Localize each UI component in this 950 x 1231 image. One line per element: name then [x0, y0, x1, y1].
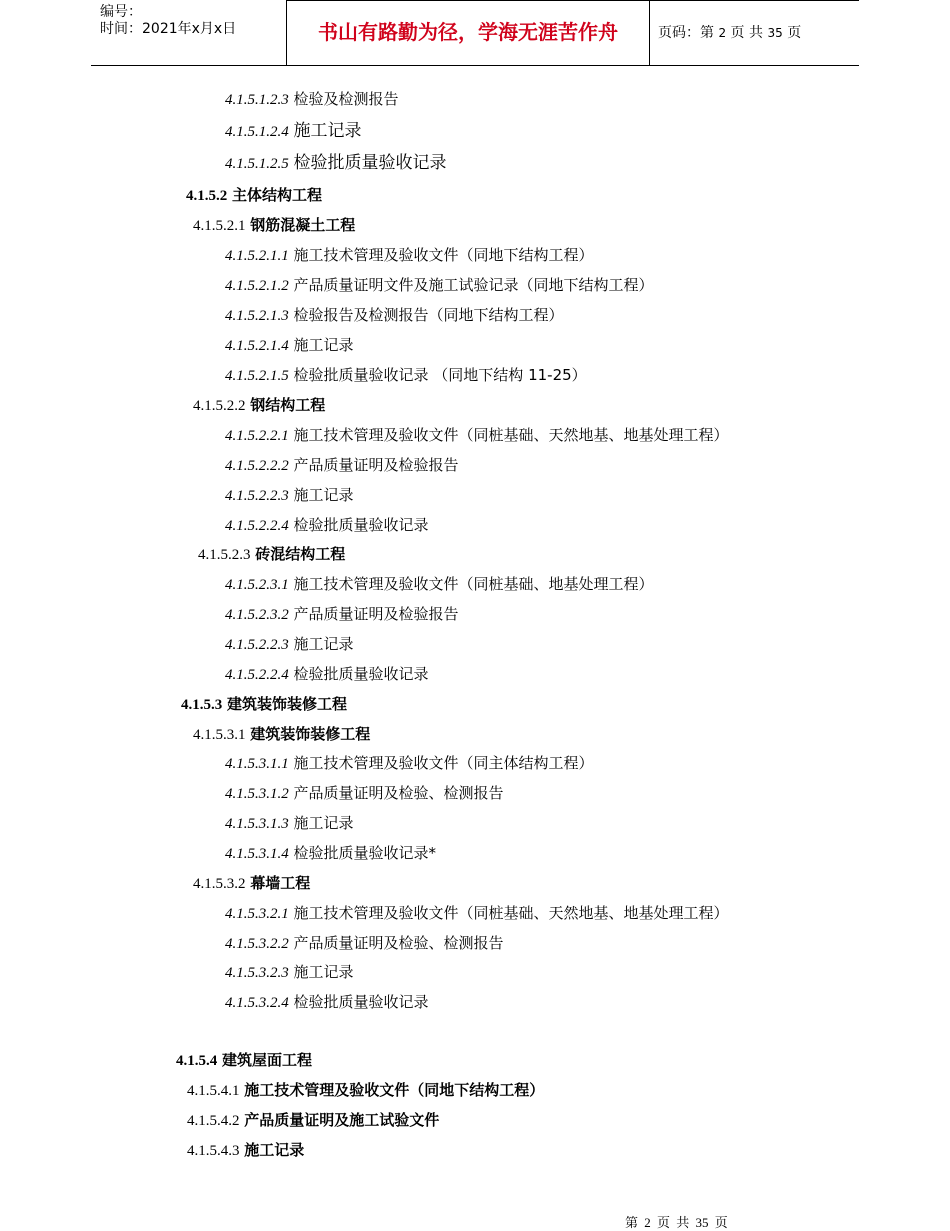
outline-item: 4.1.5.2.1.3 检验报告及检测报告（同地下结构工程）: [225, 306, 564, 324]
header-meta-cell: [91, 0, 287, 65]
outline-item: 4.1.5.2.3.2 产品质量证明及检验报告: [225, 605, 459, 623]
header-page-mid: 页 共: [730, 25, 763, 41]
outline-item: 4.1.5.2.2.1 施工技术管理及验收文件（同桩基础、天然地基、地基处理工程）: [225, 426, 729, 444]
footer-page-total: 35: [695, 1215, 709, 1230]
footer-suffix: 页: [714, 1215, 728, 1230]
outline-item: 4.1.5.3.2.4 检验批质量验收记录: [225, 993, 429, 1011]
outline-subheading: 4.1.5.4.1 施工技术管理及验收文件（同地下结构工程）: [187, 1081, 545, 1099]
outline-item: 4.1.5.3.2.3 施工记录: [225, 963, 354, 981]
header-motto: 书山有路勤为径，学海无涯苦作舟: [287, 0, 650, 65]
footer-page-number: 2: [644, 1215, 651, 1230]
header-page-number: 2: [718, 26, 727, 40]
header-page-prefix: 页码：第: [658, 25, 714, 41]
outline-item: 4.1.5.2.3.1 施工技术管理及验收文件（同桩基础、地基处理工程）: [225, 575, 654, 593]
outline-subheading: 4.1.5.4.3 施工记录: [187, 1141, 305, 1159]
doc-time-label: 时间：2021年x月x日: [100, 21, 237, 37]
outline-heading: 4.1.5.3 建筑装饰装修工程: [181, 695, 348, 713]
header-page-info: [650, 0, 858, 65]
page-header: [91, 0, 859, 66]
doc-number-label: 编号：: [100, 4, 142, 20]
outline-item: 4.1.5.2.2.4 检验批质量验收记录: [225, 516, 429, 534]
outline-item: 4.1.5.2.2.4 检验批质量验收记录: [225, 665, 429, 683]
outline-item: 4.1.5.2.1.5 检验批质量验收记录 （同地下结构 11-25）: [225, 366, 587, 384]
header-page-suffix: 页: [787, 25, 802, 41]
outline-subheading: 4.1.5.2.2 钢结构工程: [193, 396, 326, 414]
outline-item: 4.1.5.2.1.1 施工技术管理及验收文件（同地下结构工程）: [225, 246, 594, 264]
outline-item: 4.1.5.2.1.2 产品质量证明文件及施工试验记录（同地下结构工程）: [225, 276, 654, 294]
footer-mid: 页 共: [657, 1215, 690, 1230]
outline-item: 4.1.5.2.2.3 施工记录: [225, 486, 354, 504]
outline-subheading: 4.1.5.3.1 建筑装饰装修工程: [193, 725, 371, 743]
outline-subheading: 4.1.5.2.3 砖混结构工程: [198, 545, 346, 563]
outline-subheading: 4.1.5.4.2 产品质量证明及施工试验文件: [187, 1111, 440, 1129]
outline-item: 4.1.5.1.2.4 施工记录: [225, 121, 362, 141]
outline-item: 4.1.5.3.1.4 检验批质量验收记录*: [225, 844, 437, 862]
outline-heading: 4.1.5.2 主体结构工程: [186, 186, 323, 204]
outline-item: 4.1.5.2.1.4 施工记录: [225, 336, 354, 354]
outline-item: 4.1.5.3.2.1 施工技术管理及验收文件（同桩基础、天然地基、地基处理工程）: [225, 904, 729, 922]
header-page-total: 35: [767, 26, 783, 40]
outline-item: 4.1.5.1.2.3 检验及检测报告: [225, 90, 399, 108]
outline-heading: 4.1.5.4 建筑屋面工程: [176, 1051, 313, 1069]
outline-item: 4.1.5.2.2.2 产品质量证明及检验报告: [225, 456, 459, 474]
footer-prefix: 第: [625, 1215, 639, 1230]
outline-item: 4.1.5.3.1.1 施工技术管理及验收文件（同主体结构工程）: [225, 754, 594, 772]
outline-item: 4.1.5.3.2.2 产品质量证明及检验、检测报告: [225, 934, 504, 952]
outline-item: 4.1.5.3.1.3 施工记录: [225, 814, 354, 832]
outline-subheading: 4.1.5.3.2 幕墙工程: [193, 874, 311, 892]
outline-item: 4.1.5.1.2.5 检验批质量验收记录: [225, 153, 447, 173]
outline-item: 4.1.5.3.1.2 产品质量证明及检验、检测报告: [225, 784, 504, 802]
outline-subheading: 4.1.5.2.1 钢筋混凝土工程: [193, 216, 356, 234]
outline-item: 4.1.5.2.2.3 施工记录: [225, 635, 354, 653]
page-footer: [625, 1212, 728, 1231]
